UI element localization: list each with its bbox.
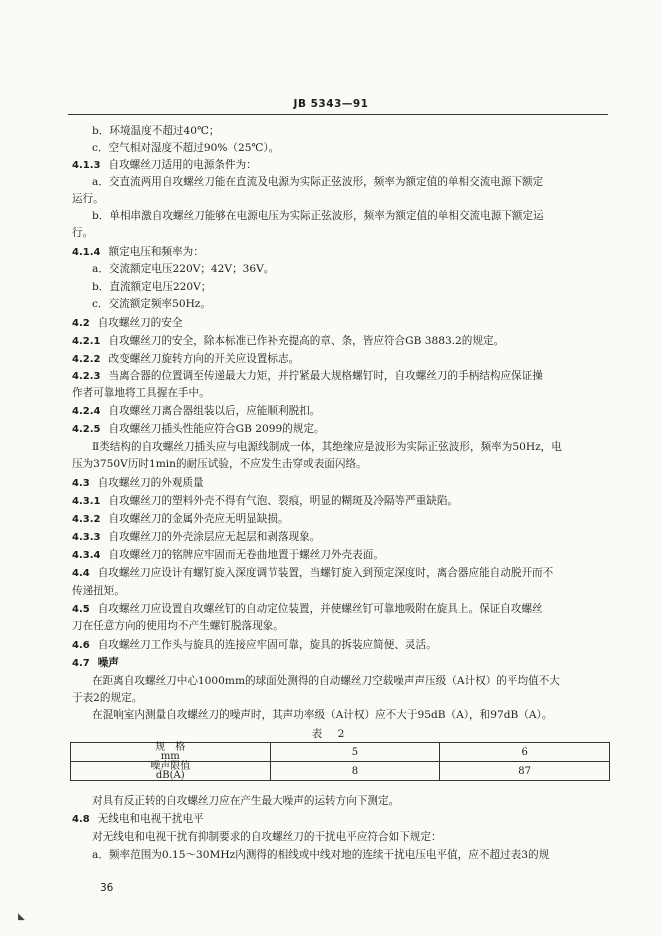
clause-number: 4.2.4 — [72, 406, 101, 417]
row-label: 噪声限值 — [150, 761, 191, 772]
clause-line — [72, 422, 612, 437]
clause-text: 自攻螺丝刀的金属外壳应无明显缺损。 — [108, 513, 289, 525]
scan-mark: ◣ — [18, 912, 25, 922]
table-row — [71, 743, 610, 762]
table-caption: 表 2 — [311, 728, 351, 740]
text-line: a．交直流两用自攻螺丝刀能在直流及电源为实际正弦波形，频率为额定值的单相交流电源下额定 — [92, 176, 544, 188]
clause-text: 自攻螺丝刀的铭牌应牢固而无卷曲地置于螺丝刀外壳表面。 — [108, 549, 384, 561]
text-line: 传递扭矩。 — [72, 585, 125, 597]
table-header-cell — [71, 743, 271, 762]
table-cell: 6 — [440, 743, 610, 762]
clause-text: 无线电和电视干扰电平 — [97, 813, 204, 825]
clause-line — [72, 602, 612, 617]
table-cell: 5 — [270, 743, 440, 762]
text-line: 对无线电和电视干扰有抑制要求的自攻螺丝刀的干扰电平应符合如下规定： — [92, 831, 442, 843]
clause-number: 4.2.5 — [72, 424, 101, 435]
clause-text: 噪声 — [97, 657, 119, 669]
page-number: 36 — [100, 882, 114, 894]
text-line: b．直流额定电压220V； — [92, 281, 212, 293]
text-line: a．频率范围为0.15～30MHz内测得的相线或中线对地的连续干扰电压电平值，应不超过表3的规 — [92, 849, 550, 861]
clause-text: 自攻螺丝刀应设计有螺钉旋入深度调节装置，当螺钉旋入到预定深度时，离合器应能自动脱开而不 — [97, 567, 554, 579]
clause-line — [72, 512, 612, 527]
table-cell: 87 — [440, 762, 610, 781]
row-unit: mm — [160, 751, 180, 762]
clause-line — [72, 530, 612, 545]
clause-line — [72, 494, 612, 509]
text-line: c．交流额定频率50Hz。 — [92, 298, 211, 310]
clause-number: 4.8 — [72, 814, 90, 825]
text-line: b．单相串激自攻螺丝刀能够在电源电压为实际正弦波形，频率为额定值的单相交流电源下额定运 — [92, 210, 544, 222]
clause-text: 当离合器的位置调至传递最大力矩，并拧紧最大规格螺钉时，自攻螺丝刀的手柄结构应保证操 — [108, 370, 543, 382]
clause-line — [72, 316, 612, 331]
text-line: a．交流额定电压220V；42V；36V。 — [92, 263, 275, 275]
text-line: 于表2的规定。 — [72, 692, 143, 704]
clause-text: 额定电压和频率为： — [108, 246, 204, 258]
table-cell: 8 — [270, 762, 440, 781]
clause-text: 自攻螺丝刀应设置自攻螺丝钉的自动定位装置，并使螺丝钉可靠地吸附在旋具上。保证自攻螺丝 — [97, 603, 543, 615]
clause-line — [72, 369, 612, 384]
text-line: 对具有反正转的自攻螺丝刀应在产生最大噪声的运转方向下测定。 — [92, 795, 400, 807]
text-line: 作者可靠地将工具握在手中。 — [72, 387, 210, 399]
clause-number: 4.1.3 — [72, 160, 101, 171]
clause-text: 自攻螺丝刀工作头与旋具的连接应牢固可靠，旋具的拆装应简便、灵活。 — [97, 639, 437, 651]
clause-line — [72, 656, 612, 671]
clause-number: 4.1.4 — [72, 247, 101, 258]
standard-header: JB 5343—91 — [293, 98, 369, 110]
table-row — [71, 762, 610, 781]
clause-line — [72, 812, 612, 827]
clause-number: 4.5 — [72, 604, 90, 615]
clause-number: 4.3.4 — [72, 550, 101, 561]
clause-number: 4.2.3 — [72, 371, 101, 382]
clause-text: 改变螺丝刀旋转方向的开关应设置标志。 — [108, 353, 300, 365]
clause-number: 4.3.3 — [72, 532, 101, 543]
clause-number: 4.2.1 — [72, 336, 101, 347]
text-line: b．环境温度不超过40℃； — [92, 125, 220, 137]
clause-line — [72, 352, 612, 367]
text-line: 在混响室内测量自攻螺丝刀的噪声时，其声功率级（A计权）应不大于95dB（A），和97dB（A）。 — [92, 709, 553, 721]
clause-number: 4.4 — [72, 568, 90, 579]
clause-text: 自攻螺丝刀的塑料外壳不得有气泡、裂痕，明显的糊斑及冷隔等严重缺陷。 — [108, 495, 459, 507]
clause-number: 4.7 — [72, 658, 90, 669]
table-header-cell — [71, 762, 271, 781]
clause-line — [72, 638, 612, 653]
clause-number: 4.2.2 — [72, 354, 101, 365]
noise-limit-table — [70, 742, 610, 781]
clause-number: 4.6 — [72, 640, 90, 651]
clause-text: 自攻螺丝刀的外观质量 — [97, 477, 204, 489]
clause-number: 4.3.1 — [72, 496, 101, 507]
text-line: 行。 — [72, 227, 94, 239]
clause-text: 自攻螺丝刀的安全 — [97, 317, 183, 329]
clause-line — [72, 245, 612, 260]
clause-number: 4.3.2 — [72, 514, 101, 525]
text-line: 压为3750V历时1min的耐压试验，不应发生击穿或表面闪络。 — [72, 458, 367, 470]
clause-number: 4.2 — [72, 318, 90, 329]
clause-line — [72, 334, 612, 349]
clause-text: 自攻螺丝刀离合器组装以后，应能顺利脱扣。 — [108, 405, 321, 417]
text-line: Ⅱ类结构的自攻螺丝刀插头应与电源线制成一体，其绝缘应是波形为实际正弦波形，频率为50Hz，电 — [92, 441, 562, 453]
clause-number: 4.3 — [72, 478, 90, 489]
row-unit: dB(A) — [155, 770, 185, 781]
clause-text: 自攻螺丝刀的外壳涂层应无起层和剥落现象。 — [108, 531, 321, 543]
clause-line — [72, 566, 612, 581]
header-rule — [68, 114, 608, 115]
clause-line — [72, 548, 612, 563]
text-line: c．空气相对湿度不超过90%（25℃）。 — [92, 142, 280, 154]
row-label: 规 格 — [155, 742, 186, 753]
clause-line — [72, 158, 612, 173]
clause-line — [72, 476, 612, 491]
text-line: 刀在任意方向的使用均不产生螺钉脱落现象。 — [72, 620, 284, 632]
text-line: 运行。 — [72, 193, 104, 205]
text-line: 在距离自攻螺丝刀中心1000mm的球面处测得的自动螺丝刀空载噪声声压级（A计权）的平均值不大 — [92, 675, 560, 687]
clause-text: 自攻螺丝刀适用的电源条件为： — [108, 159, 257, 171]
clause-text: 自攻螺丝刀插头性能应符合GB 2099的规定。 — [108, 423, 325, 435]
clause-text: 自攻螺丝刀的安全，除本标准已作补充提高的章、条，皆应符合GB 3883.2的规定。 — [108, 335, 505, 347]
clause-line — [72, 404, 612, 419]
